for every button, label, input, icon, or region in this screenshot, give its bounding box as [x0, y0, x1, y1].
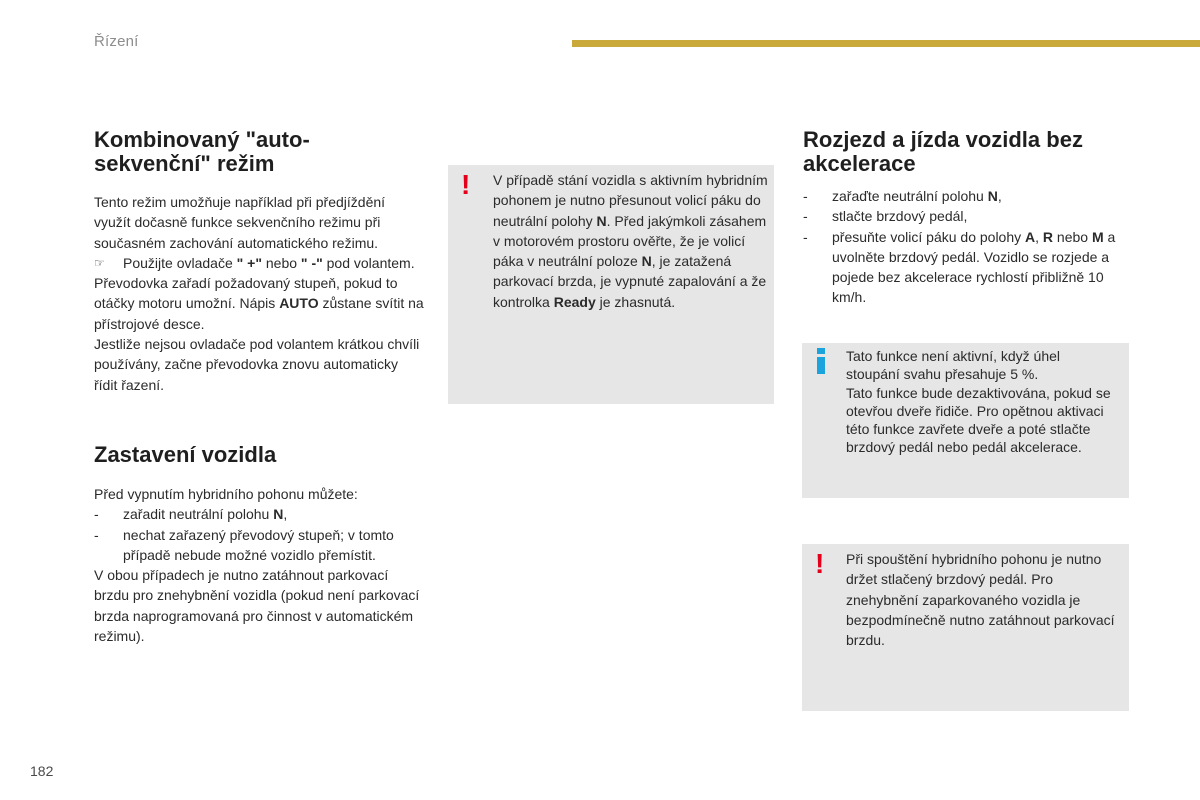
- paragraph-parking-brake: V obou případech je nutno zatáhnout parkovací brzdu pro znehybnění vozidla (pokud není parkovací brzda naprogramovaná pro činnost v automatickém režimu).: [94, 567, 420, 645]
- paragraph-stop-intro: Před vypnutím hybridního pohonu můžete:: [94, 485, 358, 502]
- paragraph-auto-return: Jestliže nejsou ovladače pod volantem krátkou chvíli používány, začne převodovka znovu automaticky řídit řazení.: [94, 336, 420, 393]
- column-left: [94, 128, 424, 646]
- bullet-list: [94, 253, 424, 273]
- dash-list: [94, 504, 424, 565]
- info-text: Tato funkce není aktivní, když úhel stoupání svahu přesahuje 5 %. Tato funkce bude dezaktivována, pokud se otevřou dveře řidiče. Pro opětnou aktivaci této funkce zavřete dveře a poté stlačte brzdový pedál nebo pedál akcelerace.: [846, 348, 1111, 456]
- warning-box: [448, 165, 774, 404]
- column-right: [803, 128, 1133, 308]
- list-item: - zařadit neutrální polohu N,: [94, 506, 288, 523]
- page-number: 182: [30, 763, 54, 779]
- info-icon: [816, 348, 826, 374]
- warning-icon: !: [461, 169, 471, 200]
- list-item: - stlačte brzdový pedál,: [803, 208, 968, 225]
- warning-text: Při spouštění hybridního pohonu je nutno držet stlačený brzdový pedál. Pro znehybnění zaparkovaného vozidla je bezpodmínečně nutno zatáhnout parkovací brzdu.: [846, 551, 1115, 649]
- warning-icon: !: [815, 548, 825, 579]
- paragraph-gearbox: Převodovka zařadí požadovaný stupeň, pokud to otáčky motoru umožní. Nápis AUTO zůstane svítit na přístrojové desce.: [94, 275, 424, 332]
- section-label: Řízení: [94, 33, 139, 50]
- list-item: - zařaďte neutrální polohu N,: [803, 188, 1002, 204]
- warning-text: V případě stání vozidla s aktivním hybridním pohonem je nutno přesunout volicí páku do neutrální polohy N. Před jakýmkoli zásahem v motorovém prostoru ověřte, že je volicí páka v neutrální poloze N, je zatažená parkovací brzda, je vypnuté zapalování a že kontrolka Ready je zhasnutá.: [493, 172, 768, 310]
- heading-drive-without-accel: Rozjezd a jízda vozidla bez akcelerace: [803, 127, 1083, 176]
- dash-list: [803, 186, 1133, 308]
- paragraph-intro: Tento režim umožňuje například při předjíždění využít dočasně funkce sekvenčního režimu při současném zachování automatického režimu.: [94, 194, 386, 251]
- list-item: - nechat zařazený převodový stupeň; v tomto případě nebude možné vozidlo přemístit.: [94, 526, 394, 563]
- heading-vehicle-stop: Zastavení vozidla: [94, 441, 277, 467]
- info-box: [802, 343, 1129, 498]
- header-accent-bar: [572, 40, 1200, 47]
- list-item: ☞ Použijte ovladače " +" nebo " -" pod volantem.: [94, 253, 424, 273]
- warning-box: [802, 544, 1129, 711]
- hand-pointer-icon: ☞: [94, 255, 105, 270]
- list-item: - přesuňte volicí páku do polohy A, R nebo M a uvolněte brzdový pedál. Vozidlo se rozjede a pojede bez akcelerace rychlostí přibližně 10 km/h.: [803, 228, 1116, 306]
- heading-auto-sequential: Kombinovaný "auto-sekvenční" režim: [94, 127, 310, 176]
